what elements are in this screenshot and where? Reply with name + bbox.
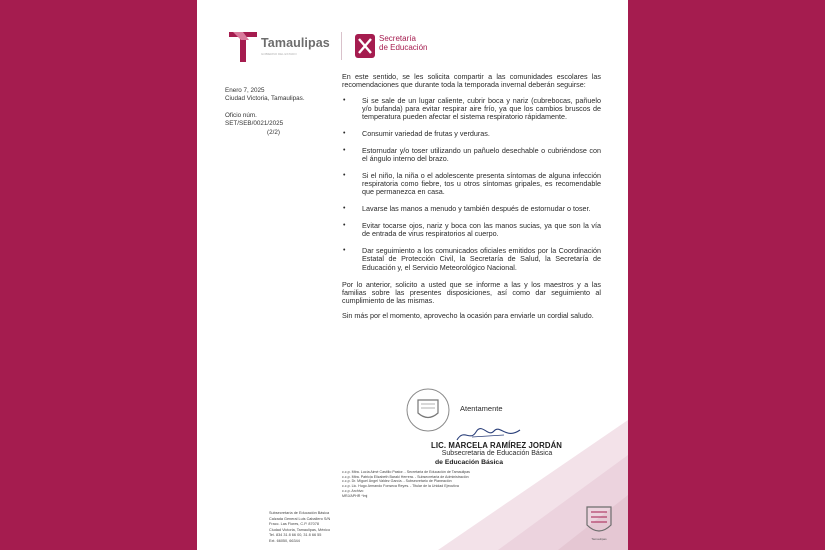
state-logo-text: Tamaulipas [261, 36, 330, 50]
document-metadata [225, 87, 325, 137]
list-item: • Si el niño, la niña o el adolescente presenta síntomas de alguna infección respiratoria como fiebre, tos u otros síntomas gripales, es recomendable que permanezca en casa. [343, 170, 601, 197]
list-item: • Dar seguimiento a los comunicados oficiales emitidos por la Coordinación Estatal de Protección Civil, la Secretaría de Salud, la Secretaría de Educación y, el Servicio Meteorológico Nacional. [343, 246, 601, 272]
ccp-line: c.c.p. Mtra. Patricia Elizabeth Baraki Herrera. - Subsecretaria de Administración [342, 474, 469, 479]
ccp-line: c.c.p. Dr. Miguel Ángel Valdez García. - Subsecretario de Planeación [342, 479, 452, 484]
footer-line: Subsecretaría de Educación Básica [269, 511, 330, 515]
secretaria-line-2: de Educación [379, 43, 428, 52]
list-item: • Estornudar y/o toser utilizando un pañuelo desechable o cubriéndose con el ángulo interno del brazo. [343, 145, 601, 164]
ccp-line: c.c.p. Mtra. Lucía Aimé Castillo Pastor. - Secretaria de Educación de Tamaulipas [342, 470, 470, 474]
letterhead [227, 28, 607, 68]
header-divider [341, 32, 342, 60]
state-logo-tagline: GOBIERNO DEL ESTADO [261, 52, 297, 56]
atentamente-label: Atentamente [460, 404, 503, 413]
list-item: • Consumir variedad de frutas y verduras. [343, 128, 490, 138]
list-item: • Lavarse las manos a menudo y también después de estornudar o toser. [343, 204, 591, 214]
footer-line: Calzada General Luis Caballero S/N [269, 516, 331, 521]
letter-body [342, 73, 601, 328]
closing-paragraph: Por lo anterior, solicito a usted que se informe a las y los maestros y a las familias sobre las presentes disposiciones, así como dar seguimiento al cumplimiento de las mismas. [342, 279, 601, 306]
list-item: • Evitar tocarse ojos, nariz y boca con las manos sucias, ya que son la vía de entrada de virus respiratorios al cuerpo. [343, 221, 601, 239]
footer-line: Fracc. Las Flores, C.P. 87078 [269, 522, 319, 527]
secretaria-logo-text [379, 34, 427, 52]
ccp-line: c.c.p. Lic. Hugo Armando Fonseca Reyes. - Titular de la Unidad Ejecutiva [342, 484, 459, 489]
secretaria-line-1: Secretaría [379, 34, 416, 43]
signatory-title-bold: de Educación Básica [435, 459, 503, 466]
oficio-number: SET/SEB/0021/2025 [225, 120, 284, 128]
state-crest-icon [583, 503, 615, 541]
official-seal-icon [404, 386, 452, 434]
list-item: • Si se sale de un lugar caliente, cubrir boca y nariz (cubrebocas, pañuelo y/o bufanda) para evitar respirar aire frío, ya que los cambios bruscos de temperatura pueden afectar el sistema respiratorio rápidamente. [343, 95, 601, 122]
footer-logo-caption: Tamaulipas [591, 537, 607, 541]
signatory-title: Subsecretaria de Educación Básica [441, 450, 553, 457]
ccp-line: MRJ/APHR *lmj [342, 493, 368, 498]
greeting-paragraph: Sin más por el momento, aprovecho la ocasión para enviarle un cordial saludo. [342, 311, 594, 321]
document-date: Enero 7, 2025 [225, 87, 265, 94]
document-place: Ciudad Victoria, Tamaulipas. [225, 95, 305, 103]
signatory-name: LIC. MARCELA RAMÍREZ JORDÁN [430, 441, 563, 450]
document-page [197, 0, 628, 550]
signature-block [402, 386, 602, 468]
footer-address [269, 511, 389, 545]
ccp-list [342, 470, 582, 498]
page-marker: (2/2) [267, 128, 280, 136]
recommendations-list [342, 97, 601, 272]
oficio-label: Oficio núm. [225, 111, 257, 119]
footer-line: Ext. 66050, 66344 [269, 538, 300, 543]
intro-paragraph: En este sentido, se les solicita compartir a las comunidades escolares las recomendaciones que durante toda la temporada invernal deberán seguirse: [342, 72, 601, 90]
ccp-line: c.c.p. Archivo [342, 488, 364, 493]
footer-line: Ciudad Victoria, Tamaulipas, México [269, 527, 331, 532]
footer-line: Tel. 834 31 8 66 00, 31 8 66 55 [269, 533, 322, 538]
